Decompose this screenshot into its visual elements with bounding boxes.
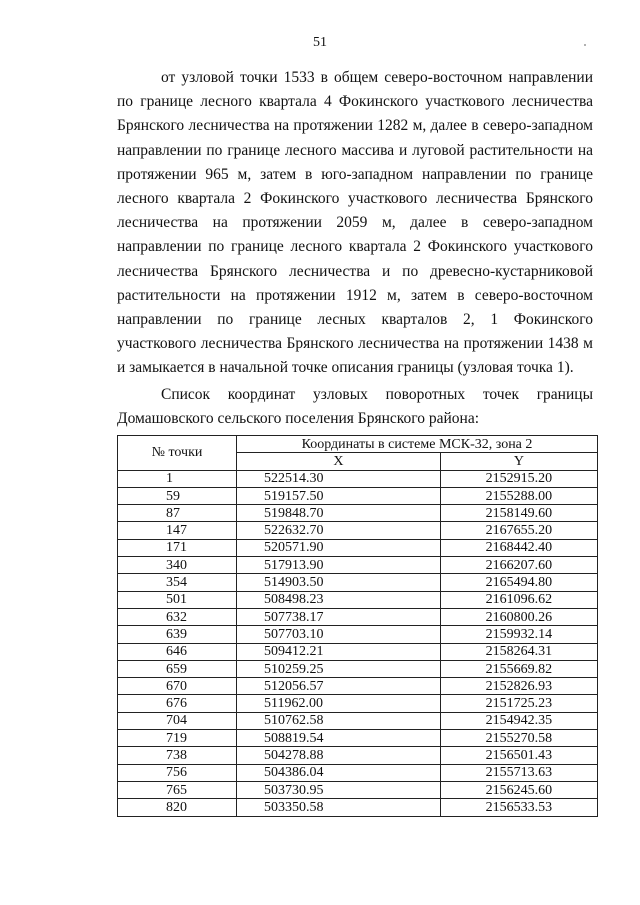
boundary-description-paragraph: от узловой точки 1533 в общем северо-восточном направлении по границе лесного квартала 4 Фокинского участкового лесничества Брянского лесничества на протяжении 1282 м, далее в северо-западном направлении по границе лесного массива и луговой растительности на протяжении 965 м, затем в юго-западном направлении по границе лесного квартала 2 Фокинского участкового лесничества Брянского лесничества на протяжении 2059 м, далее в северо-западном направлении по границе лесного квартала 2 Фокинского участкового лесничества Брянского лесничества и по древесно-кустарниковой растительности на протяжении 1912 м, затем в северо-восточном направлении по границе лесных кварталов 2, 1 Фокинского участкового лесничества Брянского лесничества на протяжении 1438 м и замыкается в начальной точке описания границы (узловая точка 1). [117,69,593,377]
x-coordinate-cell: 519848.70 [237,505,441,522]
y-coordinate-cell: 2161096.62 [440,591,597,608]
point-number-cell: 646 [118,643,237,660]
y-coordinate-cell: 2155288.00 [440,487,597,504]
point-number-cell: 632 [118,608,237,625]
y-coordinate-cell: 2158149.60 [440,505,597,522]
x-coordinate-cell: 503730.95 [237,781,441,798]
header-y: Y [440,453,597,470]
table-row [118,574,598,591]
y-coordinate-cell: 2167655.20 [440,522,597,539]
point-number-cell: 147 [118,522,237,539]
y-coordinate-cell: 2158264.31 [440,643,597,660]
table-row [118,643,598,660]
y-coordinate-cell: 2151725.23 [440,695,597,712]
x-coordinate-cell: 508819.54 [237,730,441,747]
y-coordinate-cell: 2166207.60 [440,557,597,574]
x-coordinate-cell: 514903.50 [237,574,441,591]
x-coordinate-cell: 510762.58 [237,712,441,729]
point-number-cell: 670 [118,678,237,695]
point-number-cell: 659 [118,660,237,677]
table-row [118,695,598,712]
x-coordinate-cell: 519157.50 [237,487,441,504]
y-coordinate-cell: 2155669.82 [440,660,597,677]
table-row [118,747,598,764]
y-coordinate-cell: 2155270.58 [440,730,597,747]
coordinates-table [117,435,598,817]
table-row [118,539,598,556]
x-coordinate-cell: 522514.30 [237,470,441,487]
table-row [118,712,598,729]
x-coordinate-cell: 507738.17 [237,608,441,625]
coordinates-list-intro: Список координат узловых поворотных точек границы Домашовского сельского поселения Брянского района: [117,386,593,428]
point-number-cell: 820 [118,799,237,816]
table-row [118,522,598,539]
table-row [118,781,598,798]
y-coordinate-cell: 2152826.93 [440,678,597,695]
x-coordinate-cell: 507703.10 [237,626,441,643]
x-coordinate-cell: 508498.23 [237,591,441,608]
header-coordinate-system: Координаты в системе МСК-32, зона 2 [237,436,598,453]
y-coordinate-cell: 2155713.63 [440,764,597,781]
point-number-cell: 501 [118,591,237,608]
y-coordinate-cell: 2168442.40 [440,539,597,556]
x-coordinate-cell: 504386.04 [237,764,441,781]
header-point-number: № точки [118,436,237,471]
x-coordinate-cell: 510259.25 [237,660,441,677]
point-number-cell: 1 [118,470,237,487]
table-row [118,626,598,643]
y-coordinate-cell: 2156501.43 [440,747,597,764]
point-number-cell: 765 [118,781,237,798]
point-number-cell: 676 [118,695,237,712]
point-number-cell: 340 [118,557,237,574]
x-coordinate-cell: 509412.21 [237,643,441,660]
table-row [118,678,598,695]
y-coordinate-cell: 2156245.60 [440,781,597,798]
header-x: X [237,453,441,470]
table-row [118,764,598,781]
table-row [118,799,598,816]
x-coordinate-cell: 522632.70 [237,522,441,539]
x-coordinate-cell: 504278.88 [237,747,441,764]
table-row [118,505,598,522]
point-number-cell: 719 [118,730,237,747]
table-row [118,591,598,608]
point-number-cell: 87 [118,505,237,522]
table-body [118,470,598,816]
y-coordinate-cell: 2156533.53 [440,799,597,816]
y-coordinate-cell: 2160800.26 [440,608,597,625]
point-number-cell: 171 [118,539,237,556]
table-row [118,730,598,747]
scan-speck [584,44,586,46]
x-coordinate-cell: 511962.00 [237,695,441,712]
point-number-cell: 354 [118,574,237,591]
y-coordinate-cell: 2154942.35 [440,712,597,729]
point-number-cell: 756 [118,764,237,781]
table-row [118,608,598,625]
point-number-cell: 738 [118,747,237,764]
point-number-cell: 59 [118,487,237,504]
y-coordinate-cell: 2159932.14 [440,626,597,643]
page-number: 51 [313,35,327,50]
y-coordinate-cell: 2152915.20 [440,470,597,487]
table-row [118,660,598,677]
point-number-cell: 704 [118,712,237,729]
x-coordinate-cell: 517913.90 [237,557,441,574]
table-row [118,487,598,504]
table-row [118,557,598,574]
x-coordinate-cell: 512056.57 [237,678,441,695]
x-coordinate-cell: 503350.58 [237,799,441,816]
table-row [118,470,598,487]
point-number-cell: 639 [118,626,237,643]
x-coordinate-cell: 520571.90 [237,539,441,556]
y-coordinate-cell: 2165494.80 [440,574,597,591]
table-header-row [118,436,598,453]
